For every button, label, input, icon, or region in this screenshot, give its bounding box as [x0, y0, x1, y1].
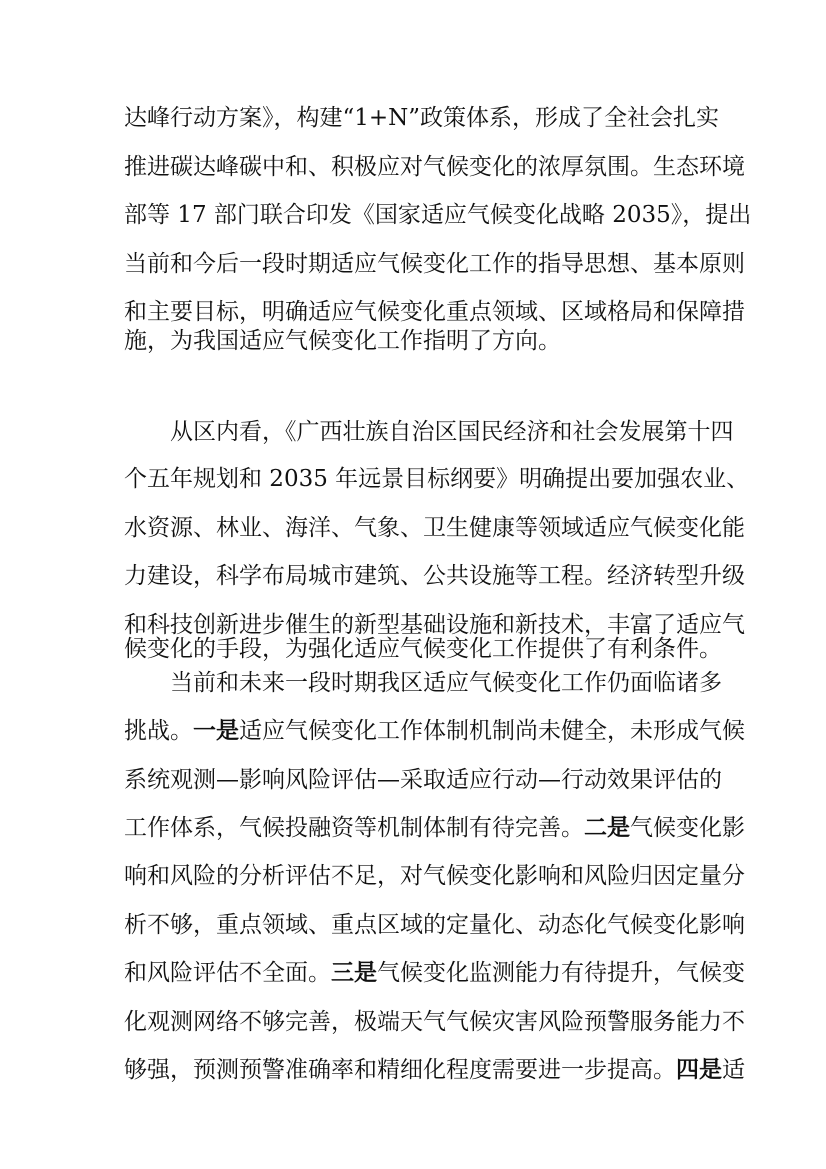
text-line: 水资源、林业、海洋、气象、卫生健康等领域适应气候变化能 — [124, 515, 745, 541]
emphasis-fourth: 四是 — [676, 1056, 722, 1083]
text-line: 从区内看，《广西壮族自治区国民经济和社会发展第十四 — [170, 419, 734, 445]
text-line: 当前和未来一段时期我区适应气候变化工作仍面临诸多 — [170, 670, 722, 696]
emphasis-first: 一是 — [193, 717, 239, 744]
text-line — [124, 711, 745, 751]
text-run: 挑战。 — [124, 718, 193, 744]
text-line: 析不够，重点领域、重点区域的定量化、动态化气候变化影响 — [124, 912, 745, 938]
text-run: 适应气候变化工作体制机制尚未健全，未形成气候 — [239, 718, 745, 744]
text-line: 部等 17 部门联合印发《国家适应气候变化战略 2035》，提出 — [124, 202, 752, 228]
text-line: 个五年规划和 2035 年远景目标纲要》明确提出要加强农业、 — [124, 466, 750, 492]
text-line: 推进碳达峰碳中和、积极应对气候变化的浓厚氛围。生态环境 — [124, 154, 745, 180]
text-line: 施，为我国适应气候变化工作指明了方向。 — [124, 328, 561, 354]
text-run: 够强，预测预警准确率和精细化程度需要进一步提高。 — [124, 1057, 676, 1083]
text-line: 力建设，科学布局城市建筑、公共设施等工程。经济转型升级 — [124, 563, 745, 589]
text-run: 工作体系，气候投融资等机制体制有待完善。 — [124, 815, 584, 841]
text-line: 达峰行动方案》，构建“1+N”政策体系，形成了全社会扎实 — [124, 105, 720, 131]
text-line: 当前和今后一段时期适应气候变化工作的指导思想、基本原则 — [124, 251, 745, 277]
text-line: 系统观测—影响风险评估—采取适应行动—行动效果评估的 — [124, 767, 722, 793]
text-line: 和科技创新进步催生的新型基础设施和新技术，丰富了适应气 — [124, 612, 745, 638]
text-line — [124, 953, 745, 993]
emphasis-third: 三是 — [331, 959, 377, 986]
text-line: 响和风险的分析评估不足，对气候变化影响和风险归因定量分 — [124, 863, 745, 889]
emphasis-second: 二是 — [584, 814, 630, 841]
text-line — [124, 1050, 745, 1090]
text-line: 化观测网络不够完善，极端天气气候灾害风险预警服务能力不 — [124, 1009, 745, 1035]
text-run: 气候变化监测能力有待提升，气候变 — [377, 960, 745, 986]
text-line: 和主要目标，明确适应气候变化重点领域、区域格局和保障措 — [124, 299, 745, 325]
text-run: 适 — [722, 1057, 745, 1083]
text-line: 候变化的手段，为强化适应气候变化工作提供了有利条件。 — [124, 636, 722, 662]
text-line — [124, 808, 745, 848]
text-run: 气候变化影 — [630, 815, 745, 841]
text-run: 和风险评估不全面。 — [124, 960, 331, 986]
